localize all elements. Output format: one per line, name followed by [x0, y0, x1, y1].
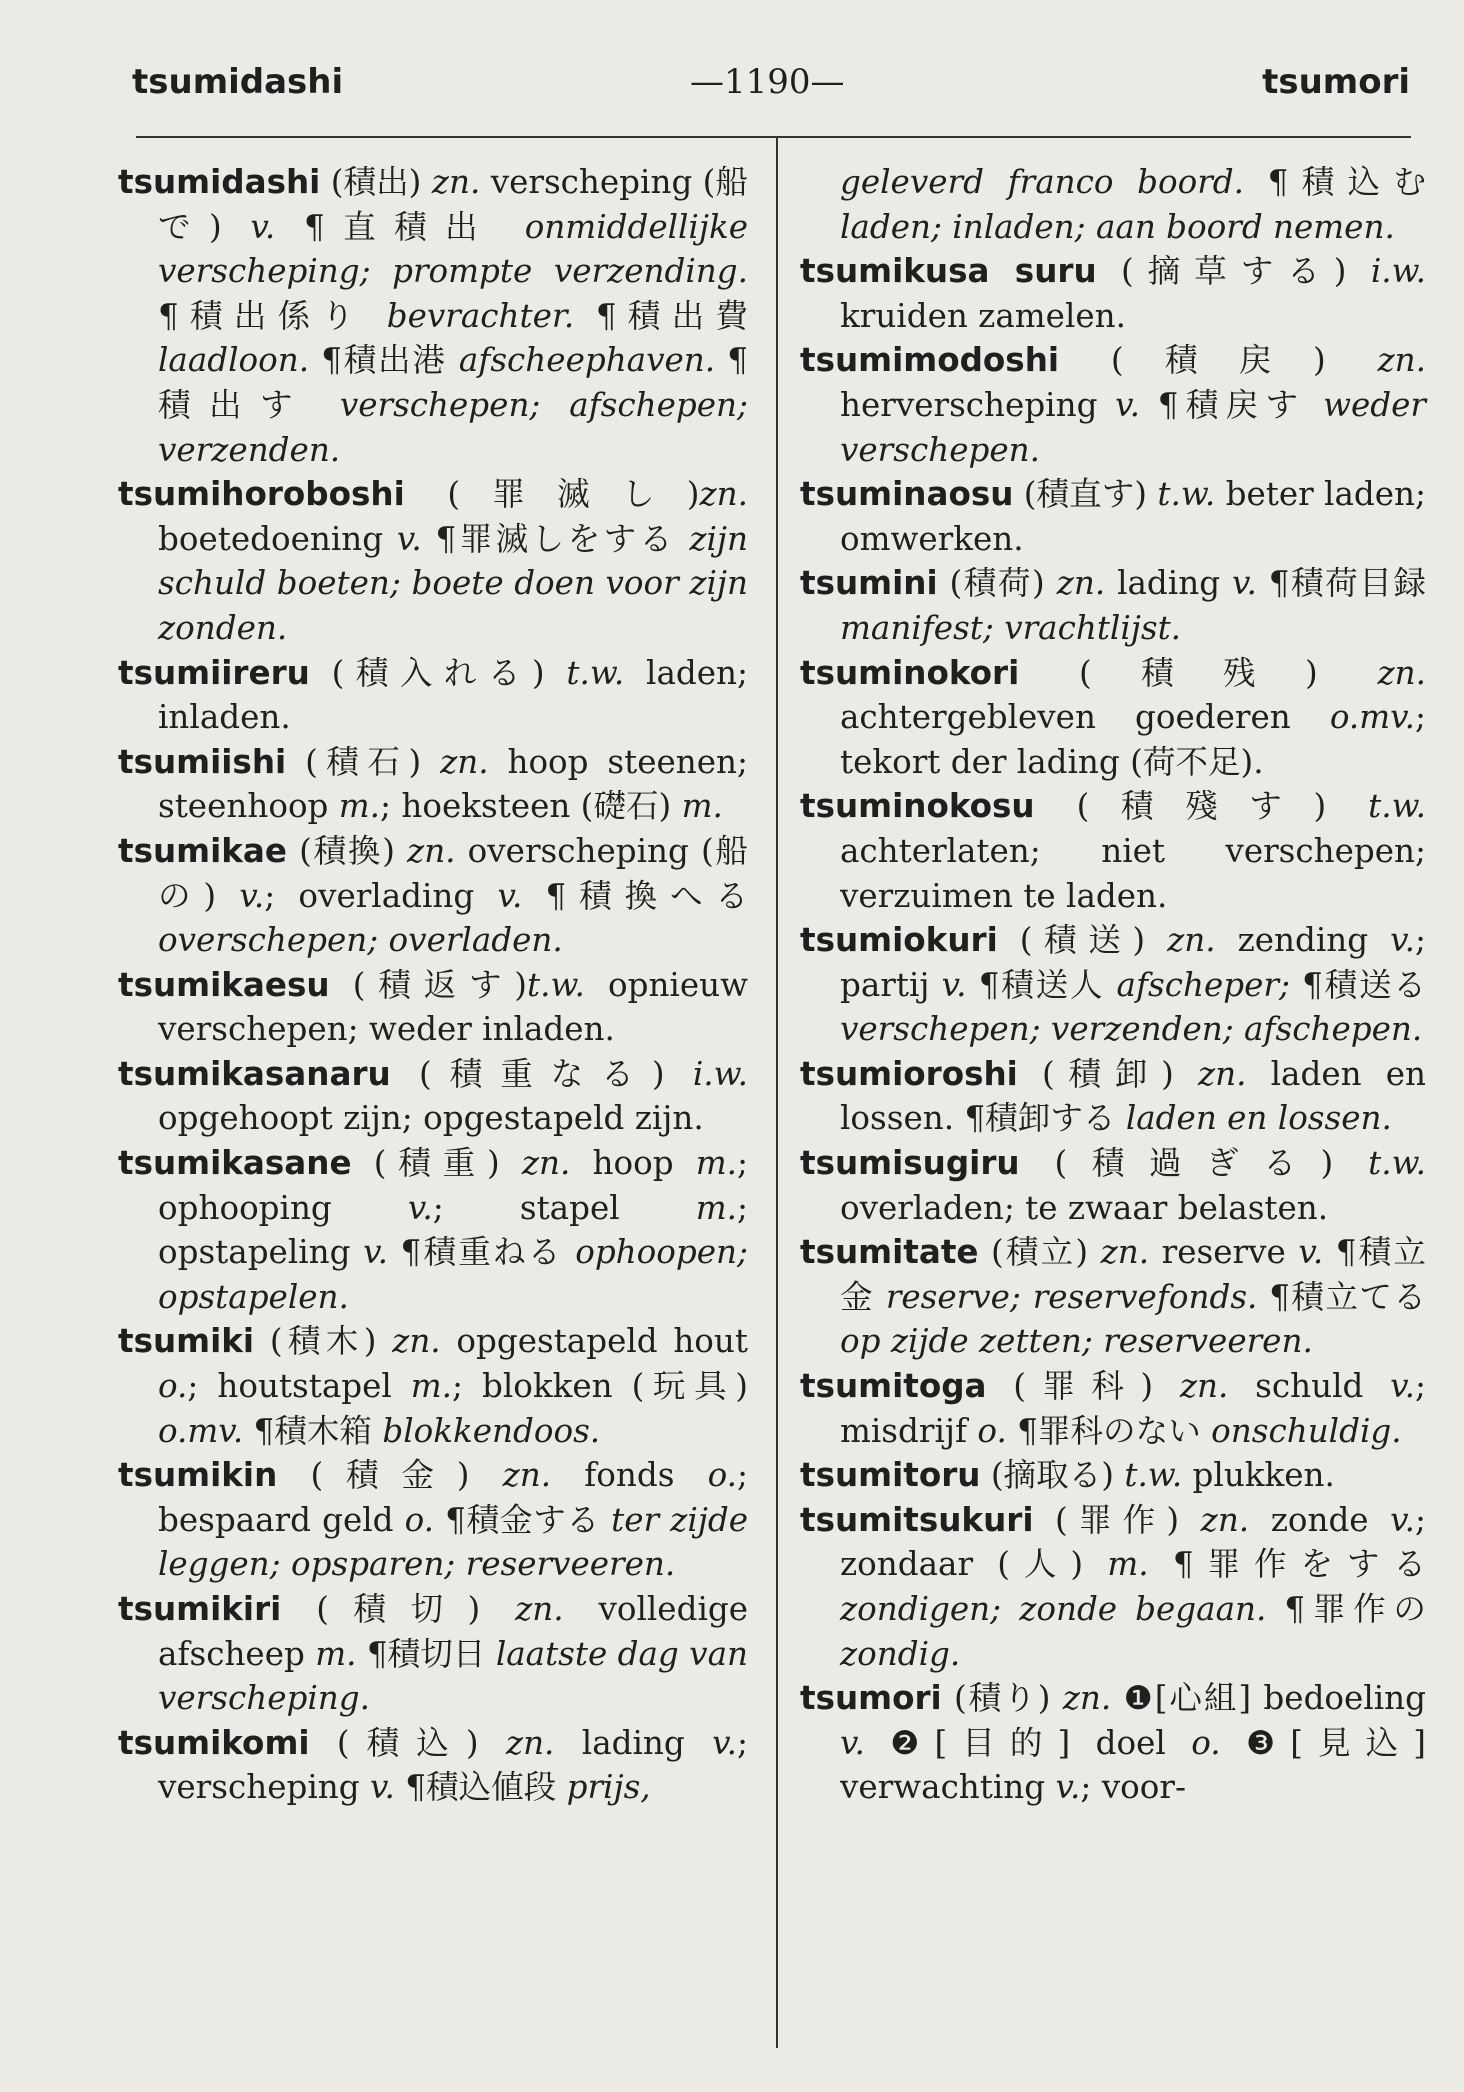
headword: tsumitsukuri — [800, 1500, 1034, 1539]
gloss-italic: v. — [239, 876, 265, 915]
right-column — [800, 160, 1426, 1810]
gloss-italic: v. — [840, 1723, 865, 1762]
dictionary-entry — [800, 249, 1426, 338]
dictionary-entry — [800, 1676, 1426, 1810]
gloss-italic: afscheper; — [1116, 965, 1290, 1004]
gloss-italic: v. — [1115, 385, 1141, 424]
headword: tsumitoru — [800, 1456, 981, 1495]
entry-text: achtergebleven goederen — [840, 698, 1330, 737]
gloss-italic: v. — [396, 519, 422, 558]
entry-text: schuld — [1228, 1367, 1391, 1406]
gloss-italic: t.w. — [1368, 1144, 1426, 1183]
headword: tsumioroshi — [800, 1054, 1018, 1093]
gloss-italic: v. — [1298, 1233, 1324, 1272]
entry-text: ¶積換へる — [522, 876, 748, 915]
gloss-italic: laden en lossen. — [1125, 1099, 1392, 1138]
dictionary-entry — [800, 338, 1426, 472]
headword: tsumiokuri — [800, 921, 998, 960]
gloss-italic: zn. — [440, 742, 489, 781]
gloss-italic: zondigen; zonde begaan. — [840, 1590, 1267, 1628]
dictionary-entry — [800, 784, 1426, 918]
dictionary-entry — [118, 1052, 748, 1141]
gloss-italic: v. — [497, 876, 523, 915]
kanji-form: (積送) — [997, 921, 1168, 960]
gloss-italic: onschuldig. — [1211, 1411, 1402, 1450]
entry-text: ; voor- — [1080, 1768, 1186, 1807]
page-number: —1190— — [690, 62, 845, 102]
dictionary-entry — [800, 1230, 1426, 1364]
gloss-italic: ophoopen; opstapelen. — [158, 1233, 748, 1316]
kanji-form: (積立) — [978, 1233, 1101, 1272]
kanji-form: (積切) — [281, 1590, 516, 1628]
entry-text: ; stapel — [432, 1188, 696, 1227]
gloss-italic: o.mv. — [158, 1411, 244, 1450]
gloss-italic: t.w. — [527, 965, 585, 1004]
gloss-italic: zn. — [1062, 1679, 1112, 1718]
entry-text: achterlaten; niet verschepen; verzuimen te laden. — [840, 831, 1426, 915]
gloss-italic: zn. — [699, 475, 748, 514]
gloss-italic: o. — [158, 1367, 188, 1406]
gloss-italic: laatste dag van verscheping. — [158, 1634, 748, 1718]
entry-text: verscheping (船で) — [158, 163, 749, 246]
entry-text: herverscheping — [840, 385, 1116, 424]
entry-text: ; misdrijf — [840, 1367, 1426, 1450]
dictionary-entry — [800, 1498, 1426, 1676]
headword: tsumikusa suru — [800, 252, 1097, 291]
gloss-italic: v. — [1390, 921, 1416, 960]
headword: tsumini — [800, 564, 938, 603]
entry-text: volledige afscheep — [158, 1590, 748, 1673]
gloss-italic: reserve; reservefonds. — [885, 1277, 1258, 1316]
entry-text: opnieuw verschepen; weder inladen. — [158, 965, 748, 1049]
headword: tsumikin — [118, 1456, 278, 1495]
kanji-form: (積戻) — [1059, 341, 1378, 380]
gloss-italic: afscheephaven. — [458, 341, 716, 380]
kanji-form: (積金) — [277, 1456, 503, 1495]
kanji-form: (積殘す) — [1034, 787, 1369, 826]
entry-text: ¶積切日 — [356, 1634, 496, 1673]
kanji-form: (積入れる) — [309, 653, 567, 692]
gloss-italic: verschepen; afschepen; verzenden. — [158, 385, 748, 469]
entry-text: ; zondaar (人) — [840, 1500, 1426, 1584]
gloss-italic: ter zijde leggen; opsparen; reserveeren. — [158, 1500, 748, 1584]
gloss-italic: o. — [977, 1411, 1007, 1450]
entry-text: ¶罪科のない — [1006, 1411, 1212, 1450]
headword: tsumiki — [118, 1322, 255, 1361]
headword: tsumimodoshi — [800, 341, 1060, 380]
headword: tsumori — [800, 1679, 942, 1718]
entry-text: ¶積金する — [434, 1500, 612, 1539]
gloss-italic: blokkendoos. — [382, 1411, 601, 1450]
gloss-italic: prijs, — [566, 1768, 651, 1807]
entry-text: ¶直積出 — [275, 207, 525, 246]
gloss-italic: laadloon. — [158, 341, 310, 380]
gloss-italic: t.w. — [566, 653, 625, 692]
gloss-italic: t.w. — [1124, 1456, 1183, 1495]
gloss-italic: manifest; vrachtlijst. — [840, 608, 1182, 647]
dictionary-entry — [118, 963, 748, 1052]
dictionary-entry — [800, 1141, 1426, 1230]
gloss-italic: m. — [315, 1634, 357, 1673]
gloss-italic: zn. — [515, 1590, 564, 1628]
gloss-italic: zn. — [1100, 1233, 1150, 1272]
entry-text: hoop — [570, 1144, 696, 1183]
headword: tsumikae — [118, 831, 288, 870]
kanji-form: (積重なる) — [390, 1054, 693, 1093]
gloss-italic: verschepen; verzenden; afschepen. — [840, 1010, 1423, 1049]
entry-text: ¶罪作の — [1266, 1590, 1426, 1628]
running-head-right: tsumori — [1262, 62, 1410, 102]
entry-text: lading — [554, 1723, 713, 1762]
entry-text: ¶積込値段 — [394, 1768, 567, 1807]
entry-text: ; ophooping — [158, 1144, 748, 1227]
gloss-italic: zijn schuld boeten; boete doen voor zijn zonden. — [158, 519, 748, 647]
entry-text: ; tekort der lading (荷不足). — [840, 698, 1426, 781]
headword: tsuminokori — [800, 653, 1020, 692]
gloss-italic: zn. — [1179, 1367, 1229, 1406]
headword: tsumidashi — [118, 163, 321, 201]
headword: tsuminokosu — [800, 787, 1035, 826]
entry-text: ❶[心組] bedoeling — [1111, 1679, 1426, 1718]
kanji-form: (積換) — [287, 831, 408, 870]
dictionary-entry — [118, 651, 748, 740]
dictionary-entry — [118, 1319, 748, 1453]
entry-text: hoop steenen; steenhoop — [158, 742, 748, 826]
entry-text: ¶積出す — [158, 341, 748, 424]
headword: tsumitate — [800, 1233, 979, 1272]
gloss-italic: v. — [1390, 1367, 1416, 1406]
gloss-italic: op zijde zetten; reserveeren. — [840, 1322, 1313, 1361]
gloss-italic: m. — [681, 787, 723, 826]
running-head-left: tsumidashi — [132, 62, 344, 102]
headword: tsumiishi — [118, 742, 287, 781]
gloss-italic: v. — [1231, 564, 1257, 603]
entry-text: ; bespaard geld — [158, 1456, 748, 1539]
dictionary-entry — [800, 918, 1426, 1052]
kanji-form: (積石) — [286, 742, 441, 781]
entry-text: ; opstapeling — [158, 1188, 748, 1272]
gloss-italic: zn. — [502, 1456, 552, 1495]
dictionary-entry — [800, 1453, 1426, 1498]
entry-text: ¶積戻す — [1140, 385, 1324, 424]
gloss-italic: weder verschepen. — [840, 385, 1426, 469]
headword: tsumikiri — [118, 1590, 282, 1628]
gloss-italic: v. — [369, 1768, 395, 1807]
kanji-form: (積荷) — [937, 564, 1057, 603]
entry-text: ❸[見込] verwachting — [840, 1723, 1426, 1807]
kanji-form: (積返す) — [329, 965, 528, 1004]
gloss-italic: zondig. — [840, 1634, 961, 1673]
kanji-form: (摘取る) — [980, 1456, 1125, 1495]
entry-text: fonds — [551, 1456, 708, 1495]
entry-text: ¶罪滅しをする — [421, 519, 690, 558]
kanji-form: (罪作) — [1033, 1500, 1201, 1539]
gloss-italic: geleverd franco boord. — [840, 163, 1244, 201]
gloss-italic: onmiddellijke verscheping; prompte verzending. — [158, 207, 748, 291]
header-rule — [136, 136, 1411, 138]
headword: tsumisugiru — [800, 1144, 1020, 1183]
entry-text: beter laden; omwerken. — [840, 475, 1426, 558]
gloss-italic: v. — [407, 1188, 433, 1227]
dictionary-entry — [800, 1364, 1426, 1453]
entry-text: ¶積立てる — [1257, 1277, 1426, 1316]
gloss-italic: zn. — [407, 831, 456, 870]
kanji-form: (積過ぎる) — [1019, 1144, 1369, 1183]
dictionary-entry — [118, 740, 748, 829]
gloss-italic: v. — [250, 207, 276, 246]
dictionary-entry — [118, 1721, 748, 1810]
kanji-form: (積卸) — [1017, 1054, 1198, 1093]
entry-text: ¶積重ねる — [387, 1233, 576, 1272]
dictionary-entry — [800, 651, 1426, 785]
entry-text: ; hoeksteen (礎石) — [380, 787, 682, 826]
left-column — [118, 160, 748, 1810]
gloss-italic: v. — [941, 965, 967, 1004]
gloss-italic: t.w. — [1157, 475, 1216, 514]
entry-text: ¶積立金 — [840, 1233, 1426, 1316]
gloss-italic: m. — [338, 787, 381, 826]
gloss-italic: v. — [1390, 1500, 1416, 1539]
column-divider — [776, 138, 778, 2048]
entry-text: ¶積出費 — [574, 296, 748, 335]
gloss-italic: zn. — [1056, 564, 1106, 603]
entry-text: ¶積送人 — [966, 965, 1117, 1004]
kanji-form: (積残) — [1019, 653, 1378, 692]
gloss-italic: bevrachter. — [386, 296, 575, 335]
gloss-italic: zn. — [1198, 1054, 1247, 1093]
headword: tsumikomi — [118, 1723, 310, 1762]
continued-entry — [800, 160, 1426, 249]
gloss-italic: zn. — [505, 1723, 555, 1762]
entry-text: ¶積込む — [1244, 163, 1426, 201]
gloss-italic: zn. — [1377, 341, 1426, 380]
dictionary-entry — [800, 1052, 1426, 1141]
entry-text: kruiden zamelen. — [840, 296, 1126, 335]
entry-text: ; partij — [840, 921, 1426, 1004]
headword: tsumikaesu — [118, 965, 330, 1004]
dictionary-entry — [118, 1141, 748, 1319]
dictionary-entry — [118, 472, 748, 650]
gloss-italic: zn. — [392, 1322, 441, 1361]
headword: tsumikasane — [118, 1144, 352, 1183]
entry-text: ¶積出係り — [158, 296, 387, 335]
entry-text: ¶積木箱 — [243, 1411, 383, 1450]
dictionary-entry — [118, 160, 748, 472]
kanji-form: (積重) — [351, 1144, 522, 1183]
gloss-italic: overschepen; overladen. — [158, 921, 563, 960]
kanji-form: (積直す) — [1013, 475, 1158, 514]
gloss-italic: m. — [1107, 1545, 1149, 1584]
entry-text: overscheping (船の) — [158, 831, 748, 915]
entry-text: ¶積送る — [1289, 965, 1426, 1004]
gloss-italic: o.mv. — [1329, 698, 1416, 737]
entry-text: ¶積出港 — [309, 341, 459, 380]
dictionary-entry — [118, 1453, 748, 1587]
gloss-italic: v. — [363, 1233, 388, 1272]
gloss-italic: t.w. — [1368, 787, 1426, 826]
dictionary-entry — [800, 472, 1426, 561]
gloss-italic: m. — [695, 1188, 737, 1227]
kanji-form: (摘草する) — [1096, 252, 1371, 291]
kanji-form: (罪滅し) — [404, 475, 700, 514]
entry-text: laden; inladen. — [158, 653, 748, 737]
entry-text: zonde — [1249, 1500, 1391, 1539]
kanji-form: (罪科) — [986, 1367, 1180, 1406]
gloss-italic: zn. — [1377, 653, 1426, 692]
headword: tsuminaosu — [800, 475, 1014, 514]
entry-text: ; houtstapel — [187, 1367, 411, 1406]
entry-text: opgehoopt zijn; opgestapeld zijn. — [158, 1099, 704, 1138]
entry-text: laden en lossen. ¶積卸する — [840, 1054, 1426, 1138]
entry-text: ❷[目的] doel — [864, 1723, 1192, 1762]
gloss-italic: m. — [410, 1367, 453, 1406]
gloss-italic: v. — [712, 1723, 738, 1762]
kanji-form: (積出) — [320, 163, 432, 201]
entry-text: boetedoening — [158, 519, 397, 558]
gloss-italic: v. — [1055, 1768, 1081, 1807]
kanji-form: (積込) — [309, 1723, 506, 1762]
entry-text: reserve — [1149, 1233, 1299, 1272]
gloss-italic: zn. — [1167, 921, 1216, 960]
headword: tsumikasanaru — [118, 1054, 391, 1093]
entry-text: ; blokken (玩具) — [452, 1367, 748, 1406]
dictionary-entry — [800, 561, 1426, 650]
headword: tsumiireru — [118, 653, 310, 692]
gloss-italic: i.w. — [1370, 252, 1426, 291]
kanji-form: (積木) — [254, 1322, 393, 1361]
headword: tsumihoroboshi — [118, 475, 405, 514]
dictionary-entry — [118, 1587, 748, 1721]
gloss-italic: i.w. — [692, 1054, 748, 1093]
kanji-form: (積り) — [941, 1679, 1063, 1718]
gloss-italic: o. — [707, 1456, 738, 1495]
entry-text: ; overlading — [264, 876, 498, 915]
gloss-italic: laden; inladen; aan boord nemen. — [840, 207, 1395, 246]
gloss-italic: zn. — [1200, 1500, 1250, 1539]
headword: tsumitoga — [800, 1367, 987, 1406]
entry-text: ; verscheping — [158, 1723, 748, 1807]
entry-text: lading — [1105, 564, 1232, 603]
gloss-italic: zn. — [521, 1144, 571, 1183]
entry-text: zending — [1215, 921, 1391, 960]
gloss-italic: o. — [1191, 1723, 1221, 1762]
entry-text: overladen; te zwaar belasten. — [840, 1188, 1329, 1227]
gloss-italic: zn. — [431, 163, 481, 201]
entry-text: ¶積荷目録 — [1256, 564, 1426, 603]
entry-text: ¶罪作をする — [1148, 1545, 1426, 1584]
entry-text: plukken. — [1182, 1456, 1335, 1495]
entry-text: opgestapeld hout — [440, 1322, 748, 1361]
gloss-italic: m. — [695, 1144, 738, 1183]
gloss-italic: o. — [404, 1500, 435, 1539]
dictionary-entry — [118, 829, 748, 963]
